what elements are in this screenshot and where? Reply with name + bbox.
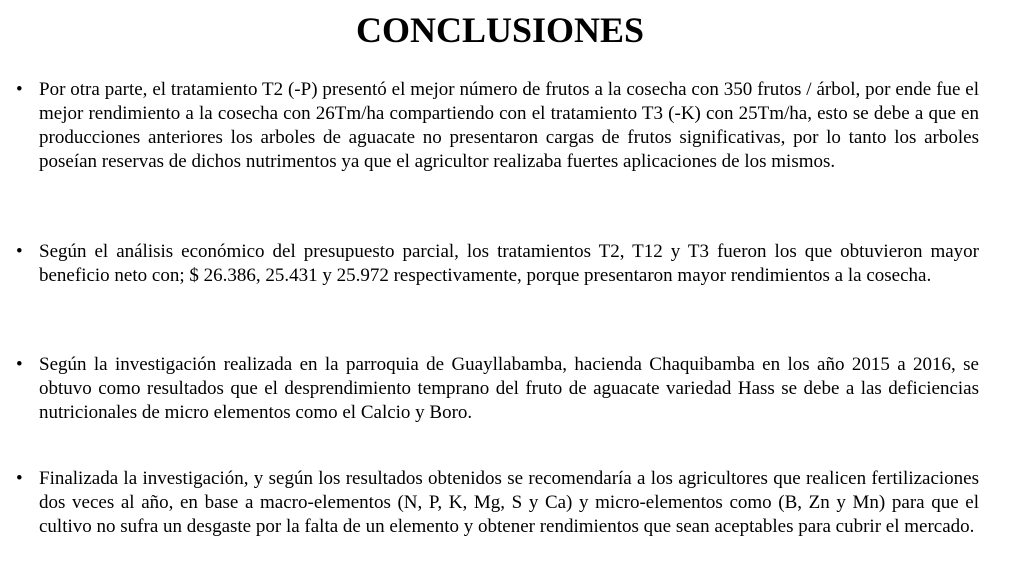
bullet-text: Según la investigación realizada en la parroquia de Guayllabamba, hacienda Chaquibamba en los año 2015 a 2016, se obtuvo como resultados que el desprendimiento temprano del fruto de aguacate variedad Hass se debe a las deficiencias nutricionales de micro elementos como el Calcio y Boro.: [39, 354, 979, 423]
bullet-text: Finalizada la investigación, y según los resultados obtenidos se recomendaría a los agricultores que realicen fertilizaciones dos veces al año, en base a macro-elementos (N, P, K, Mg, S y Ca) y micro-elementos como (B, Zn y Mn) para que el cultivo no sufra un desgaste por la falta de un elemento y obtener rendimientos que sean aceptables para cubrir el mercado.: [39, 468, 979, 537]
bullet-marker: •: [16, 241, 23, 262]
bullet-text: Por otra parte, el tratamiento T2 (-P) presentó el mejor número de frutos a la cosecha con 350 frutos / árbol, por ende fue el mejor rendimiento a la cosecha con 26Tm/ha compartiendo con el tratamiento T3 (-K) con 25Tm/ha, esto se debe a que en producciones anteriores los arboles de aguacate no presentaron cargas de frutos significativas, por lo tanto los arboles poseían reservas de dichos nutrimentos ya que el agricultor realizaba fuertes aplicaciones de los mismos.: [39, 79, 979, 172]
bullet-marker: •: [16, 354, 23, 375]
bullet-marker: •: [16, 79, 23, 100]
slide-title: CONCLUSIONES: [355, 10, 645, 50]
bullet-text: Según el análisis económico del presupuesto parcial, los tratamientos T2, T12 y T3 fueron los que obtuvieron mayor beneficio neto con; $ 26.386, 25.431 y 25.972 respectivamente, porque presentaron mayor rendimientos a la cosecha.: [39, 241, 979, 286]
bullet-marker: •: [16, 468, 23, 489]
